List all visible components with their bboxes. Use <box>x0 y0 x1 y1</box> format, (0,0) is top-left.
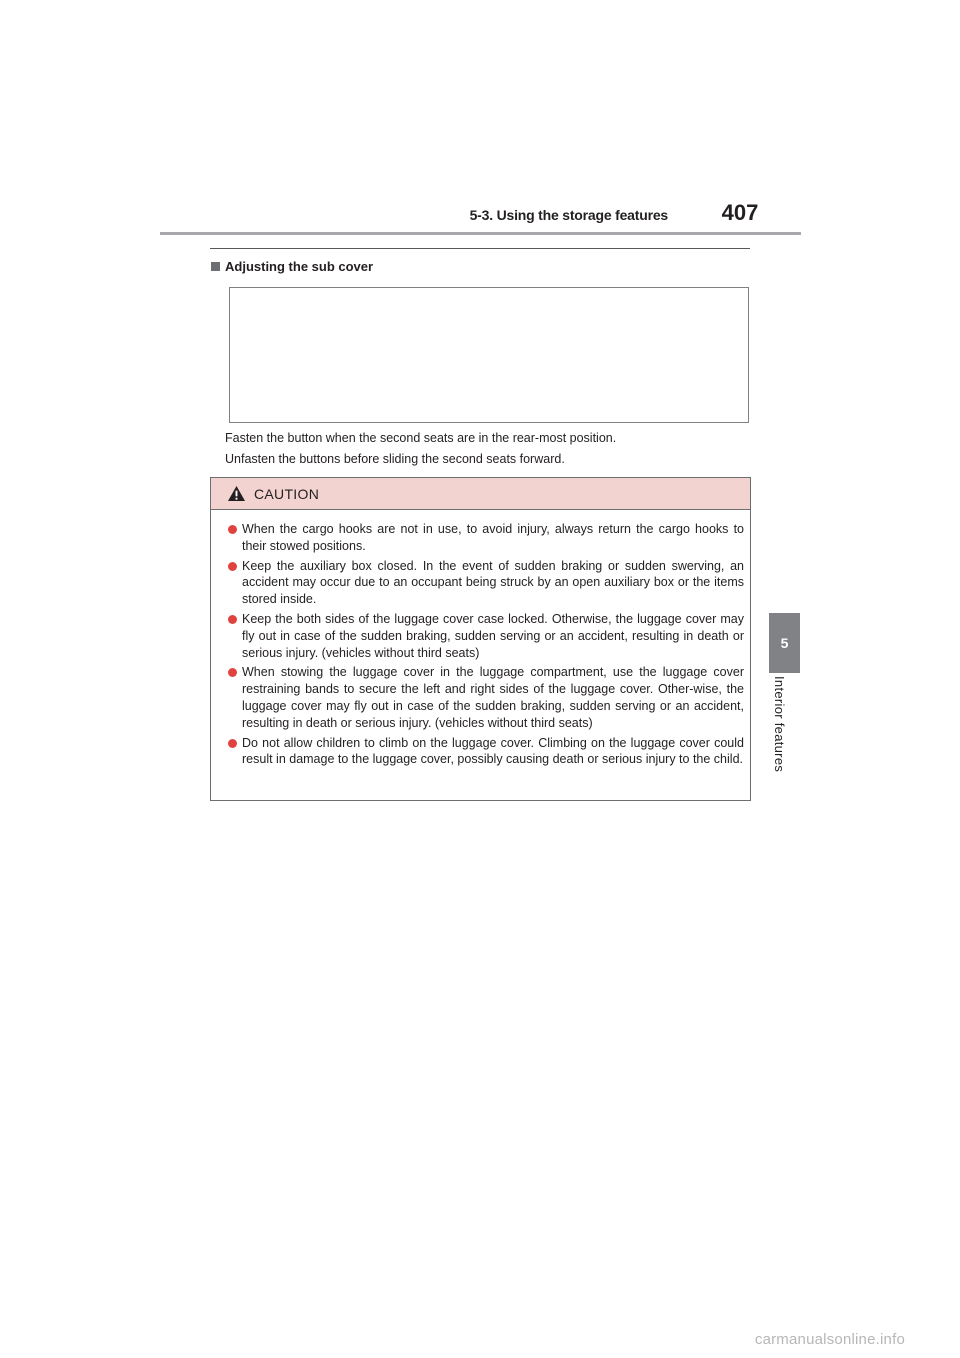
bullet-icon <box>228 739 237 748</box>
square-bullet-icon <box>211 262 220 271</box>
caution-header <box>211 478 750 510</box>
caution-item-text: When the cargo hooks are not in use, to avoid injury, always return the cargo hooks to their stowed positions. <box>242 522 744 553</box>
bullet-icon <box>228 615 237 624</box>
watermark: carmanualsonline.info <box>754 1331 905 1348</box>
bullet-icon <box>228 668 237 677</box>
caution-item <box>228 735 744 769</box>
caution-item-text: Keep the both sides of the luggage cover case locked. Otherwise, the luggage cover may fly out in case of the sudden braking, sudden serving or an accident, resulting in death or serious injury. (vehicles without third seats) <box>242 611 744 660</box>
caution-item <box>228 664 744 731</box>
caution-item-text: Keep the auxiliary box closed. In the event of sudden braking or sudden swerving, an accident may occur due to an occupant being struck by an open auxiliary box or the items stored inside. <box>242 558 744 607</box>
chapter-tab: 5 <box>769 613 800 673</box>
caution-item <box>228 611 744 661</box>
page-number: 407 <box>721 200 759 225</box>
header-divider <box>160 232 801 235</box>
chapter-label: Interior features <box>772 676 787 773</box>
caution-item <box>228 521 744 555</box>
warning-triangle-icon <box>227 485 246 502</box>
caution-item-text: Do not allow children to climb on the luggage cover. Climbing on the luggage cover could result in damage to the luggage cover, possibly causing death or serious injury to the child. <box>242 735 744 767</box>
illustration-frame <box>229 287 749 423</box>
instruction-line: Fasten the button when the second seats are in the rear-most position. <box>225 431 617 445</box>
caution-list <box>211 521 750 771</box>
subheading <box>211 259 373 274</box>
caution-item-text: When stowing the luggage cover in the luggage compartment, use the luggage cover restraining bands to secure the left and right sides of the luggage cover. Other-wise, the luggage cover may fly out in case of the sudden braking, sudden serving or an accident, resulting in death or serious injury. (vehicles without third seats) <box>242 665 744 730</box>
bullet-icon <box>228 525 237 534</box>
caution-title: CAUTION <box>254 485 320 502</box>
subheading-text: Adjusting the sub cover <box>225 259 374 274</box>
caution-item <box>228 558 744 608</box>
caution-box <box>210 477 751 801</box>
header-section-title: 5-3. Using the storage features <box>469 207 668 223</box>
instruction-line: Unfasten the buttons before sliding the second seats forward. <box>225 452 565 466</box>
section-divider <box>210 248 750 249</box>
bullet-icon <box>228 562 237 571</box>
